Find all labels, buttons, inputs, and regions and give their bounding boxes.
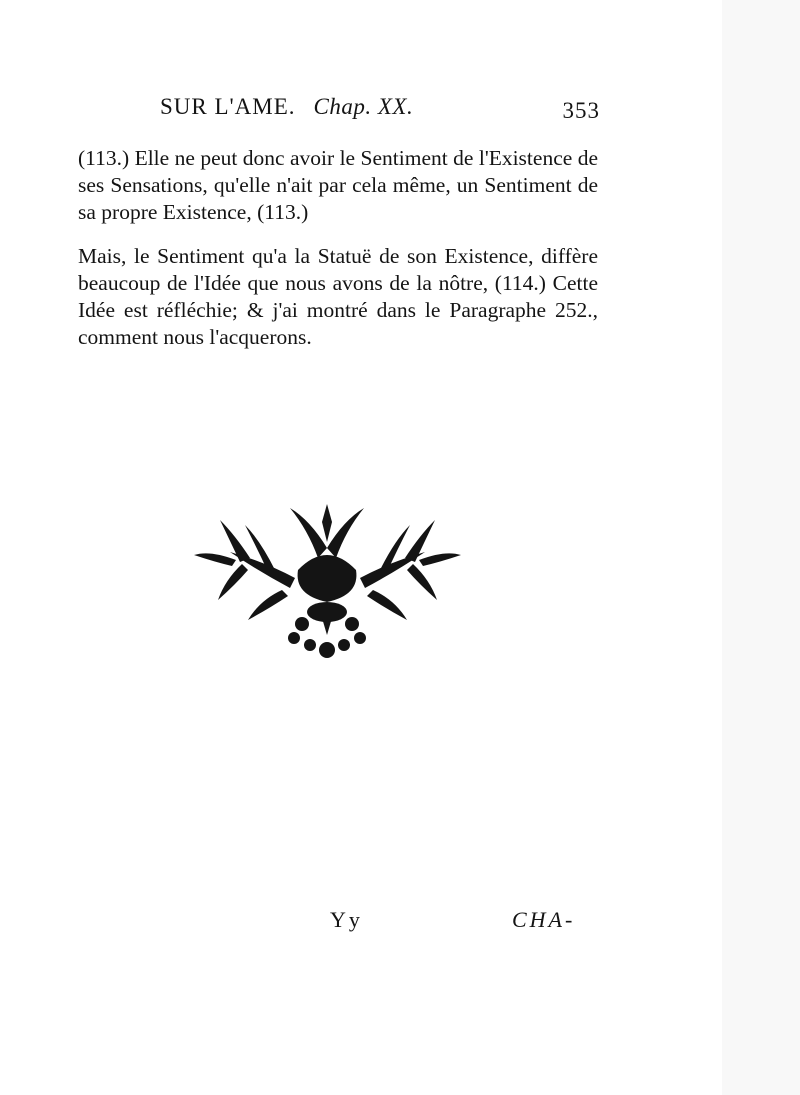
running-head xyxy=(160,94,413,120)
page-edge-shadow xyxy=(722,0,800,1095)
running-head-title: SUR L'AME. xyxy=(160,94,296,119)
paragraph-2: Mais, le Sentiment qu'a la Statuë de son Existence, diffère beaucoup de l'Idée que nous avons de la nôtre, (114.) Cette Idée est réfléchie; & j'ai montré dans le Paragraphe 252., comment nous l'acquerons. xyxy=(78,244,598,349)
paragraph-1: (113.) Elle ne peut donc avoir le Sentiment de l'Existence de ses Sensations, qu'elle n'ait par cela même, un Sentiment de sa propre Existence, (113.) xyxy=(78,146,598,224)
chapter-label: Chap. XX. xyxy=(313,94,414,119)
signature-mark: Yy xyxy=(330,907,363,932)
page-header xyxy=(160,92,600,126)
floral-vignette-icon xyxy=(190,500,465,665)
page-number: 353 xyxy=(562,98,600,123)
catchword: CHA- xyxy=(512,907,576,932)
